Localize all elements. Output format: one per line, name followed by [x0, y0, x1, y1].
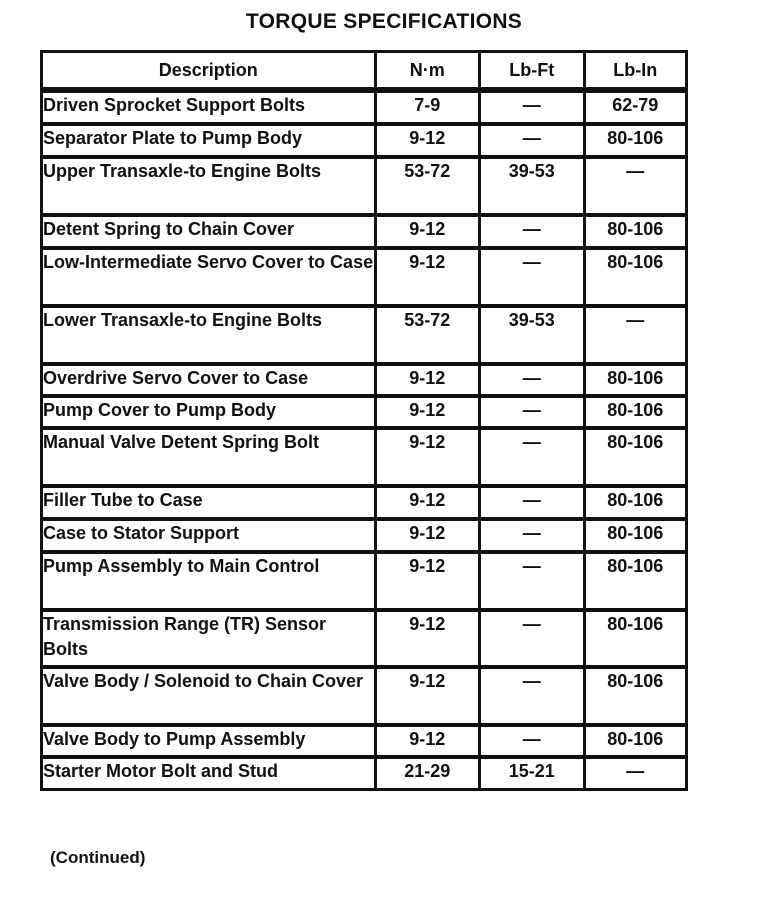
row-lbin-value: 80-106: [584, 215, 686, 248]
row-description: Pump Cover to Pump Body: [42, 396, 376, 428]
row-lbft-value: —: [480, 519, 584, 552]
row-nm-value: 9-12: [375, 124, 479, 157]
row-nm-value: 9-12: [375, 667, 479, 725]
row-description: Lower Transaxle-to Engine Bolts: [42, 306, 376, 364]
row-description: Low-Intermediate Servo Cover to Case: [42, 248, 376, 306]
row-lbft-value: —: [480, 725, 584, 757]
row-lbft-value: —: [480, 215, 584, 248]
row-description: Overdrive Servo Cover to Case: [42, 364, 376, 396]
table-row: [42, 610, 687, 667]
row-nm-value: 9-12: [375, 486, 479, 519]
table-row: [42, 519, 687, 552]
header-lbft: Lb-Ft: [480, 52, 584, 91]
row-lbin-value: —: [626, 761, 645, 781]
header-description: Description: [42, 52, 376, 91]
row-lbft-value: —: [480, 428, 584, 486]
row-lbft-value: —: [480, 667, 584, 725]
row-nm-value: 9-12: [375, 519, 479, 552]
row-description: Detent Spring to Chain Cover: [42, 215, 376, 248]
row-nm-value: 53-72: [375, 157, 479, 215]
row-lbin-value: 80-106: [584, 248, 686, 306]
row-lbin-value: 80-106: [584, 725, 686, 757]
row-nm-value: 9-12: [375, 248, 479, 306]
row-lbft-value: 39-53: [480, 306, 584, 364]
table-row: [42, 552, 687, 610]
row-lbin-value: 80-106: [584, 364, 686, 396]
row-lbft-value: —: [480, 90, 584, 124]
table-row: [42, 248, 687, 306]
row-lbin-value: 80-106: [584, 124, 686, 157]
row-lbin-value: 80-106: [584, 428, 686, 486]
table-header-row: [42, 52, 687, 91]
table-row: [42, 725, 687, 757]
row-lbft-value: —: [480, 396, 584, 428]
row-description: Transmission Range (TR) Sensor Bolts: [42, 610, 376, 667]
table-row: [42, 306, 687, 364]
row-description: Pump Assembly to Main Control: [42, 552, 376, 610]
row-lbin-value: 80-106: [584, 396, 686, 428]
row-nm-value: 9-12: [375, 725, 479, 757]
row-description: Starter Motor Bolt and Stud: [42, 757, 376, 789]
row-nm-value: 9-12: [375, 396, 479, 428]
row-lbft-value: —: [480, 552, 584, 610]
table-row: [42, 667, 687, 725]
table-row: [42, 428, 687, 486]
header-nm: N·m: [375, 52, 479, 91]
row-lbft-value: —: [480, 248, 584, 306]
row-description: Filler Tube to Case: [42, 486, 376, 519]
row-nm-value: 9-12: [375, 215, 479, 248]
row-nm-value: 9-12: [375, 610, 479, 667]
table-row: [42, 757, 687, 789]
row-description: Manual Valve Detent Spring Bolt: [42, 428, 376, 486]
table-row: [42, 157, 687, 215]
row-nm-value: 9-12: [375, 552, 479, 610]
row-nm-value: 9-12: [375, 428, 479, 486]
row-description: Upper Transaxle-to Engine Bolts: [42, 157, 376, 215]
table-row: [42, 90, 687, 124]
row-lbin-value: —: [584, 306, 686, 364]
row-lbin-value: 80-106: [584, 552, 686, 610]
row-description: Separator Plate to Pump Body: [42, 124, 376, 157]
row-nm-value: 21-29: [375, 757, 479, 789]
row-lbft-value: —: [480, 124, 584, 157]
table-row: [42, 396, 687, 428]
table-row: [42, 486, 687, 519]
row-description: Driven Sprocket Support Bolts: [42, 90, 376, 124]
table-row: [42, 364, 687, 396]
row-lbft-value: —: [480, 364, 584, 396]
row-description: Valve Body / Solenoid to Chain Cover: [42, 667, 376, 725]
row-lbft-value: 15-21: [480, 757, 584, 789]
row-lbft-value: —: [480, 610, 584, 667]
table-row: [42, 215, 687, 248]
row-lbin-value: 62-79: [584, 90, 686, 124]
table-row: [42, 124, 687, 157]
torque-spec-table: [40, 50, 688, 791]
row-nm-value: 9-12: [375, 364, 479, 396]
continued-note: (Continued): [50, 848, 146, 867]
row-lbft-value: —: [480, 486, 584, 519]
row-description: Case to Stator Support: [42, 519, 376, 552]
row-lbin-value: 80-106: [584, 610, 686, 667]
row-description: Valve Body to Pump Assembly: [42, 725, 376, 757]
row-lbft-value: 39-53: [480, 157, 584, 215]
header-lbin: Lb-In: [584, 52, 686, 91]
row-nm-value: 53-72: [375, 306, 479, 364]
row-lbin-value: 80-106: [584, 667, 686, 725]
row-nm-value: 7-9: [375, 90, 479, 124]
row-lbin-value: —: [584, 157, 686, 215]
page-title: TORQUE SPECIFICATIONS: [245, 10, 523, 33]
row-lbin-value: 80-106: [584, 486, 686, 519]
row-lbin-value: 80-106: [584, 519, 686, 552]
